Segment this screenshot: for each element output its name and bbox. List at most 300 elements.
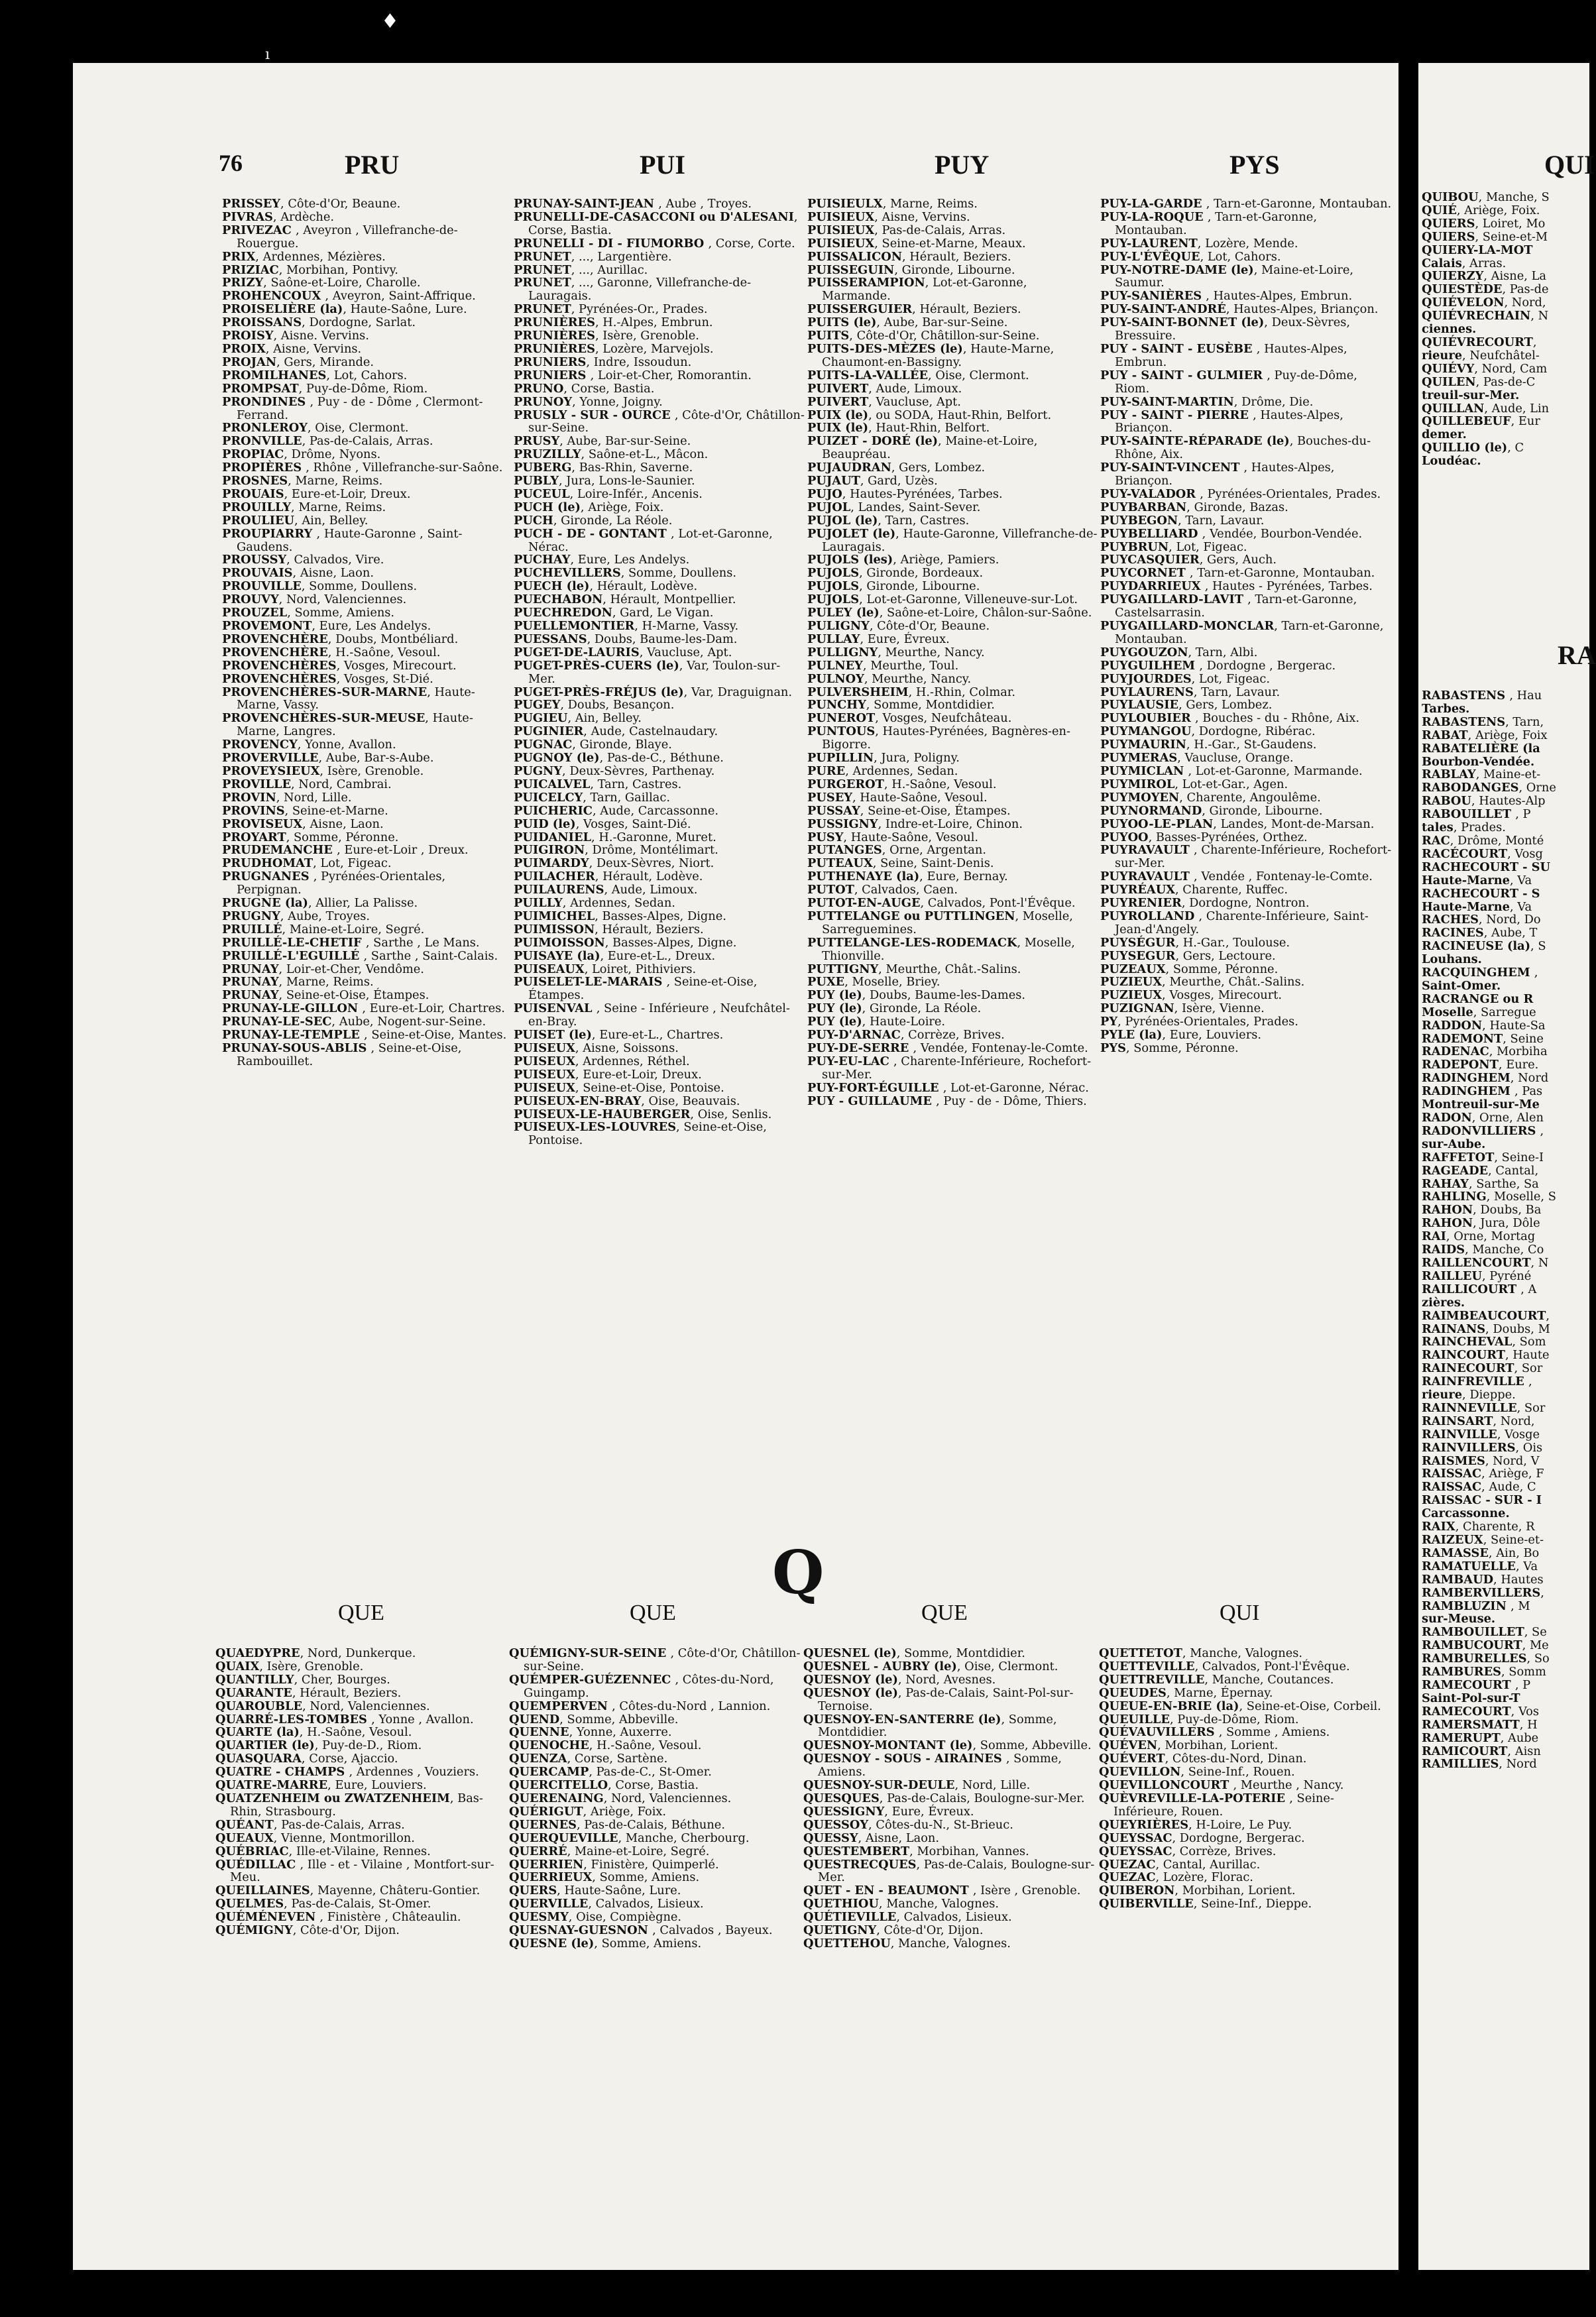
- gazetteer-entry: PROUILLY, Marne, Reims.: [222, 500, 386, 514]
- gazetteer-entry: treuil-sur-Mer.: [1422, 388, 1520, 402]
- gazetteer-entry: PROVENCHÈRE, H.-Saône, Vesoul.: [222, 645, 441, 659]
- gazetteer-entry: QUELMES, Pas-de-Calais, St-Omer.: [215, 1897, 431, 1911]
- gazetteer-entry: QUEYSSAC, Dordogne, Bergerac.: [1099, 1831, 1305, 1845]
- gazetteer-entry: PIVRAS, Ardèche.: [222, 209, 335, 224]
- gazetteer-entry: PROVILLE, Nord, Cambrai.: [222, 777, 392, 791]
- gazetteer-entry: PUGNAC, Gironde, Blaye.: [514, 738, 672, 752]
- gazetteer-entry: PUICALVEL, Tarn, Castres.: [514, 777, 682, 791]
- gazetteer-entry: PUJOL (le), Tarn, Castres.: [807, 513, 970, 528]
- gazetteer-entry: PUY-LAURENT, Lozère, Mende.: [1100, 236, 1298, 251]
- gazetteer-entry: PUTEAUX, Seine, Saint-Denis.: [807, 856, 994, 871]
- gazetteer-entry: RAISSAC, Ariège, F: [1422, 1467, 1544, 1481]
- gazetteer-entry: QUÈVREVILLE-LA-POTERIE , Seine-Inférieure, Rouen.: [1099, 1791, 1334, 1819]
- gazetteer-entry: PROPIAC, Drôme, Nyons.: [222, 447, 381, 462]
- gazetteer-entry: PUY-D'ARNAC, Corrèze, Brives.: [807, 1028, 1005, 1043]
- gazetteer-entry: PUSEY, Haute-Saône, Vesoul.: [807, 790, 988, 805]
- gazetteer-entry: PUYGOUZON, Tarn, Albi.: [1100, 645, 1258, 659]
- gazetteer-entry: PRUGNE (la), Allier, La Palisse.: [222, 896, 418, 911]
- gazetteer-entry: PROISY, Aisne. Vervins.: [222, 329, 369, 343]
- gazetteer-entry: PUY-L'ÉVÊQUE, Lot, Cahors.: [1100, 249, 1281, 264]
- gazetteer-entry: RAGEADE, Cantal,: [1422, 1163, 1539, 1178]
- gazetteer-entry: QUÉVEN, Morbihan, Lorient.: [1099, 1738, 1279, 1753]
- gazetteer-entry: PUYMOYEN, Charente, Angoulême.: [1100, 790, 1321, 805]
- gazetteer-entry: PUIX (le), Haut-Rhin, Belfort.: [807, 421, 990, 435]
- gazetteer-entry: QUEILLAINES, Mayenne, Châteru-Gontier.: [215, 1884, 481, 1898]
- gazetteer-entry: PUID (le), Vosges, Saint-Dié.: [514, 817, 691, 831]
- gazetteer-entry: QUEMPERVEN , Côtes-du-Nord , Lannion.: [509, 1699, 771, 1713]
- gazetteer-entry: PUNCHY, Somme, Montdidier.: [807, 698, 995, 712]
- gazetteer-entry: QUETTETOT, Manche, Valognes.: [1099, 1646, 1303, 1660]
- gazetteer-entry: RACINEUSE (la), S: [1422, 939, 1546, 954]
- gazetteer-entry: PROVEMONT, Eure, Les Andelys.: [222, 619, 431, 633]
- gazetteer-entry: QUERQUEVILLE, Manche, Cherbourg.: [509, 1831, 750, 1845]
- gazetteer-entry: PUISEUX, Eure-et-Loir, Dreux.: [514, 1067, 702, 1082]
- gazetteer-entry: QUILLIO (le), C: [1422, 441, 1524, 455]
- gazetteer-entry: QUESTEMBERT, Morbihan, Vannes.: [803, 1844, 1029, 1858]
- gazetteer-entry: PUZIGNAN, Isère, Vienne.: [1100, 1001, 1265, 1016]
- gazetteer-entry: PUYGAILLARD-LAVIT , Tarn-et-Garonne, Castelsarrasin.: [1100, 593, 1357, 620]
- gazetteer-entry: QUESNEL - AUBRY (le), Oise, Clermont.: [803, 1659, 1058, 1673]
- gazetteer-entry: QUESNEL (le), Somme, Montdidier.: [803, 1646, 1025, 1660]
- gazetteer-entry: PUYMERAS, Vaucluse, Orange.: [1100, 751, 1294, 765]
- gazetteer-entry: RAINCOURT, Haute: [1422, 1348, 1550, 1363]
- gazetteer-entry: PUY (le), Gironde, La Réole.: [807, 1001, 982, 1016]
- gazetteer-entry: PUISEUX, Ardennes, Réthel.: [514, 1054, 690, 1068]
- gazetteer-entry: PULLIGNY, Meurthe, Nancy.: [807, 645, 985, 659]
- gazetteer-entry: PRUILLÉ-L'EGUILLÉ , Sarthe , Saint-Calais.: [222, 948, 498, 963]
- gazetteer-entry: PUISSERGUIER, Hérault, Beziers.: [807, 302, 1021, 317]
- gazetteer-entry: QUIÉVY, Nord, Cam: [1422, 361, 1548, 376]
- gazetteer-entry: QUILEN, Pas-de-C: [1422, 374, 1536, 389]
- gazetteer-entry: PUYLAURENS, Tarn, Lavaur.: [1100, 685, 1281, 699]
- gazetteer-entry: PROUZEL, Somme, Amiens.: [222, 606, 395, 620]
- gazetteer-entry: PUIGIRON, Drôme, Montélimart.: [514, 843, 718, 858]
- gazetteer-entry: PUISELET-LE-MARAIS , Seine-et-Oise, Étampes.: [514, 975, 758, 1003]
- gazetteer-entry: QUATRE-MARRE, Eure, Louviers.: [215, 1778, 427, 1793]
- gazetteer-entry: PUGNOY (le), Pas-de-C., Béthune.: [514, 751, 724, 765]
- gazetteer-entry: QUILLEBEUF, Eur: [1422, 414, 1540, 429]
- gazetteer-entry: PUYJOURDES, Lot, Figeac.: [1100, 671, 1270, 686]
- gazetteer-entry: QUAIX, Isère, Grenoble.: [215, 1659, 364, 1673]
- gazetteer-entry: PUBLY, Jura, Lons-le-Saunier.: [514, 474, 695, 488]
- gazetteer-entry: QUÉVERT, Côtes-du-Nord, Dinan.: [1099, 1752, 1307, 1766]
- gazetteer-entry: QUIBOU, Manche, S: [1422, 190, 1550, 204]
- gazetteer-entry: PUISEUX-LES-LOUVRES, Seine-et-Oise, Pontoise.: [514, 1120, 767, 1148]
- gazetteer-entry: QUESNE (le), Somme, Amiens.: [509, 1936, 702, 1950]
- gazetteer-entry: QUARANTE, Hérault, Beziers.: [215, 1685, 402, 1700]
- gazetteer-entry: sur-Meuse.: [1422, 1612, 1496, 1626]
- gazetteer-entry: PUISIEUX, Pas-de-Calais, Arras.: [807, 223, 1006, 237]
- gazetteer-entry: RABLAY, Maine-et-: [1422, 767, 1541, 782]
- gazetteer-entry: zières.: [1422, 1295, 1465, 1310]
- gazetteer-entry: RAINCHEVAL, Som: [1422, 1335, 1546, 1349]
- gazetteer-entry: PUJOLS, Gironde, Libourne.: [807, 579, 980, 594]
- gazetteer-entry: PUY-LA-ROQUE , Tarn-et-Garonne, Montauban.: [1100, 209, 1317, 237]
- gazetteer-entry: PUISEUX-LE-HAUBERGER, Oise, Senlis.: [514, 1107, 772, 1121]
- entries-column: [215, 1647, 507, 2124]
- gazetteer-entry: PUY-LA-GARDE , Tarn-et-Garonne, Montauban.: [1100, 197, 1392, 211]
- gazetteer-entry: PRUZILLY, Saône-et-L., Mâcon.: [514, 447, 709, 462]
- gazetteer-entry: PULVERSHEIM, H.-Rhin, Colmar.: [807, 685, 1016, 699]
- gazetteer-entry: PUYMIROL, Lot-et-Gar., Agen.: [1100, 777, 1288, 791]
- gazetteer-entry: PULLAY, Eure, Évreux.: [807, 632, 950, 646]
- gazetteer-entry: QUARTE (la), H.-Saône, Vesoul.: [215, 1725, 412, 1740]
- gazetteer-entry: PUIMARDY, Deux-Sèvres, Niort.: [514, 856, 714, 871]
- gazetteer-entry: PUISAYE (la), Eure-et-L., Dreux.: [514, 948, 716, 963]
- gazetteer-entry: PUYMAURIN, H.-Gar., St-Gaudens.: [1100, 738, 1317, 752]
- gazetteer-entry: PRUNELLI-DE-CASACCONI ou D'ALESANI, Corse, Bastia.: [514, 209, 798, 237]
- gazetteer-entry: PRUNO, Corse, Bastia.: [514, 381, 655, 396]
- entries-column: [803, 1647, 1095, 2124]
- gazetteer-entry: RAMATUELLE, Va: [1422, 1559, 1538, 1573]
- gazetteer-entry: PRUSY, Aube, Bar-sur-Seine.: [514, 434, 691, 449]
- gazetteer-entry: RAMECOURT, Vos: [1422, 1704, 1539, 1719]
- gazetteer-entry: PUXE, Moselle, Briey.: [807, 975, 940, 989]
- gazetteer-entry: ciennes.: [1422, 322, 1477, 337]
- page-number: 76: [219, 150, 243, 176]
- gazetteer-entry: QUESNOY-MONTANT (le), Somme, Abbeville.: [803, 1738, 1092, 1753]
- gazetteer-entry: RADDON, Haute-Sa: [1422, 1018, 1546, 1033]
- gazetteer-entry: PUJO, Hautes-Pyrénées, Tarbes.: [807, 486, 1003, 501]
- gazetteer-entry: QUIERZY, Aisne, La: [1422, 269, 1546, 284]
- column-header: QUE: [630, 1601, 676, 1625]
- gazetteer-entry: RAMBOUILLET, Se: [1422, 1625, 1547, 1640]
- gazetteer-entry: PROVENCHÈRE, Doubs, Montbéliard.: [222, 632, 459, 646]
- gazetteer-entry: QUEVILLON, Seine-Inf., Rouen.: [1099, 1765, 1295, 1780]
- gazetteer-entry: PUYOO, Basses-Pyrénées, Orthez.: [1100, 830, 1308, 844]
- gazetteer-entry: RAINECOURT, Sor: [1422, 1361, 1543, 1376]
- gazetteer-entry: PRUSLY - SUR - OURCE , Côte-d'Or, Châtillon-sur-Seine.: [514, 408, 805, 435]
- gazetteer-entry: PRUILLÉ, Maine-et-Loire, Segré.: [222, 922, 425, 936]
- gazetteer-entry: RAHON, Jura, Dôle: [1422, 1216, 1540, 1231]
- gazetteer-entry: PRUDEMANCHE , Eure-et-Loir , Dreux.: [222, 843, 469, 858]
- gazetteer-entry: PUY-EU-LAC , Charente-Inférieure, Rochefort-sur-Mer.: [807, 1054, 1092, 1082]
- header-word: PYS: [1229, 150, 1280, 180]
- gazetteer-entry: QUEAUX, Vienne, Montmorillon.: [215, 1831, 415, 1845]
- gazetteer-entry: RAMECOURT , P: [1422, 1677, 1531, 1692]
- gazetteer-entry: QUÉANT, Pas-de-Calais, Arras.: [215, 1817, 405, 1832]
- gazetteer-entry: PUITS (le), Aube, Bar-sur-Seine.: [807, 315, 1008, 330]
- gazetteer-entry: rieure, Dieppe.: [1422, 1388, 1516, 1402]
- gazetteer-entry: QUESNOY-EN-SANTERRE (le), Somme, Montdidier.: [803, 1712, 1057, 1740]
- gazetteer-entry: QUARRÉ-LES-TOMBES , Yonne , Avallon.: [215, 1712, 474, 1726]
- gazetteer-entry: PUY (le), Haute-Loire.: [807, 1015, 946, 1029]
- gazetteer-entry: PUYSEGUR, Gers, Lectoure.: [1100, 948, 1276, 963]
- gazetteer-entry: QUIÉVELON, Nord,: [1422, 296, 1546, 310]
- gazetteer-entry: RAIDS, Manche, Co: [1422, 1243, 1544, 1257]
- gazetteer-entry: RAHON, Doubs, Ba: [1422, 1203, 1542, 1217]
- gazetteer-entry: PUGET-PRÈS-FRÉJUS (le), Var, Draguignan.: [514, 685, 793, 699]
- gazetteer-entry: PRUNAY, Seine-et-Oise, Étampes.: [222, 988, 429, 1003]
- gazetteer-entry: QUENNE, Yonne, Auxerre.: [509, 1725, 672, 1740]
- gazetteer-entry: QUESNOY (le), Nord, Avesnes.: [803, 1672, 996, 1687]
- gazetteer-entry: PUISEAUX, Loiret, Pithiviers.: [514, 962, 697, 976]
- gazetteer-entry: PROSNES, Marne, Reims.: [222, 474, 383, 488]
- gazetteer-entry: PUISSERAMPION, Lot-et-Garonne, Marmande.: [807, 276, 1027, 304]
- gazetteer-entry: PY, Pyrénées-Orientales, Prades.: [1100, 1015, 1298, 1029]
- gazetteer-entry: PUY-SANIÈRES , Hautes-Alpes, Embrun.: [1100, 289, 1353, 304]
- gazetteer-entry: RAINVILLE, Vosge: [1422, 1427, 1540, 1441]
- gazetteer-entry: QUESNOY - SOUS - AIRAINES , Somme, Amiens.: [803, 1752, 1062, 1780]
- gazetteer-entry: QUETIGNY, Côte-d'Or, Dijon.: [803, 1923, 984, 1938]
- gazetteer-entry: PUYGUILHEM , Dordogne , Bergerac.: [1100, 658, 1336, 673]
- gazetteer-entry: PUY-DE-SERRE , Vendée, Fontenay-le-Comte.: [807, 1041, 1088, 1055]
- gazetteer-entry: RABODANGES, Orne: [1422, 781, 1556, 795]
- gazetteer-entry: QUESSY, Aisne, Laon.: [803, 1831, 940, 1845]
- gazetteer-entry: RAIX, Charente, R: [1422, 1520, 1535, 1534]
- gazetteer-entry: QUÉRIGUT, Ariège, Foix.: [509, 1804, 667, 1819]
- gazetteer-entry: PUNTOUS, Hautes-Pyrénées, Bagnères-en-Bigorre.: [807, 724, 1070, 752]
- entries-column: [1099, 1647, 1391, 2124]
- gazetteer-entry: RAMBUCOURT, Me: [1422, 1638, 1549, 1653]
- gazetteer-entry: PUIVERT, Vaucluse, Apt.: [807, 394, 961, 409]
- gazetteer-entry: PRUNELLI - DI - FIUMORBO , Corse, Corte.: [514, 236, 795, 251]
- gazetteer-entry: RABASTENS , Hau: [1422, 689, 1542, 703]
- gazetteer-entry: PULEY (le), Saône-et-Loire, Châlon-sur-Saône.: [807, 606, 1092, 620]
- gazetteer-entry: RAMBURELLES, So: [1422, 1652, 1550, 1666]
- gazetteer-entry: Saint-Omer.: [1422, 978, 1501, 993]
- gazetteer-entry: RAMILLIES, Nord: [1422, 1757, 1537, 1772]
- gazetteer-entry: QUEND, Somme, Abbeville.: [509, 1712, 679, 1726]
- gazetteer-entry: PRIZIAC, Morbihan, Pontivy.: [222, 262, 398, 277]
- gazetteer-entry: PUISENVAL , Seine - Inférieure , Neufchâtel-en-Bray.: [514, 1001, 790, 1029]
- gazetteer-entry: QUETTREVILLE, Manche, Coutances.: [1099, 1672, 1334, 1687]
- gazetteer-entry: PRUNAY-LE-GILLON , Eure-et-Loir, Chartres.: [222, 1001, 505, 1016]
- gazetteer-entry: RAC, Drôme, Monté: [1422, 833, 1544, 848]
- gazetteer-entry: RADEMONT, Seine: [1422, 1031, 1544, 1046]
- gazetteer-entry: PUGET-PRÈS-CUERS (le), Var, Toulon-sur-Mer.: [514, 658, 781, 686]
- gazetteer-entry: PUIDANIEL, H.-Garonne, Muret.: [514, 830, 716, 844]
- gazetteer-entry: PUECHABON, Hérault, Montpellier.: [514, 593, 736, 607]
- gazetteer-entry: PUJAUDRAN, Gers, Lombez.: [807, 461, 986, 475]
- gazetteer-entry: PRUNET, Pyrénées-Or., Prades.: [514, 302, 708, 317]
- gazetteer-entry: PROUVAIS, Aisne, Laon.: [222, 566, 374, 581]
- gazetteer-entry: PUTOT-EN-AUGE, Calvados, Pont-l'Évêque.: [807, 896, 1076, 911]
- gazetteer-entry: RABATELIÈRE (la: [1422, 741, 1540, 756]
- gazetteer-entry: PRUILLÉ-LE-CHETIF , Sarthe , Le Mans.: [222, 935, 480, 950]
- gazetteer-entry: PUYRENIER, Dordogne, Nontron.: [1100, 896, 1310, 911]
- gazetteer-entry: PUIZET - DORÉ (le), Maine-et-Loire, Beaupréau.: [807, 434, 1038, 462]
- gazetteer-entry: QUEZAC, Cantal, Aurillac.: [1099, 1857, 1261, 1872]
- gazetteer-entry: PUIMICHEL, Basses-Alpes, Digne.: [514, 909, 726, 923]
- gazetteer-entry: PUCHAY, Eure, Les Andelys.: [514, 553, 690, 567]
- gazetteer-entry: PUILAURENS, Aude, Limoux.: [514, 883, 698, 897]
- gazetteer-entry: PUTTELANGE ou PUTTLINGEN, Moselle, Sarreguemines.: [807, 909, 1073, 936]
- gazetteer-entry: PUCH, Gironde, La Réole.: [514, 513, 673, 528]
- gazetteer-entry: QUÉMIGNY-SUR-SEINE , Côte-d'Or, Châtillon-sur-Seine.: [509, 1646, 801, 1673]
- gazetteer-entry: PRISSEY, Côte-d'Or, Beaune.: [222, 197, 401, 211]
- gazetteer-entry: QUESNOY (le), Pas-de-Calais, Saint-Pol-sur-Ternoise.: [803, 1685, 1074, 1713]
- gazetteer-entry: Carcassonne.: [1422, 1506, 1510, 1521]
- gazetteer-entry: RAMBERVILLERS,: [1422, 1585, 1544, 1600]
- adjacent-page-column: [1422, 191, 1589, 562]
- gazetteer-entry: PRIX, Ardennes, Mézières.: [222, 249, 386, 264]
- gazetteer-entry: PUBERG, Bas-Rhin, Saverne.: [514, 461, 693, 475]
- gazetteer-entry: PUYBEGON, Tarn, Lavaur.: [1100, 513, 1265, 528]
- gazetteer-entry: PRUNIÈRES, Isère, Grenoble.: [514, 329, 699, 343]
- gazetteer-entry: PRUNAY-LE-TEMPLE , Seine-et-Oise, Mantes.: [222, 1028, 507, 1043]
- gazetteer-entry: QUERRIEN, Finistère, Quimperlé.: [509, 1857, 719, 1872]
- gazetteer-entry: PRUNIERS, Indre, Issoudun.: [514, 355, 692, 369]
- gazetteer-entry: QUESNOY-SUR-DEULE, Nord, Lille.: [803, 1778, 1031, 1793]
- column-header: QUE: [921, 1601, 968, 1625]
- gazetteer-entry: PUYLAUSIE, Gers, Lombez.: [1100, 698, 1273, 712]
- gazetteer-entry: PUJOLS (les), Ariège, Pamiers.: [807, 553, 999, 567]
- gazetteer-entry: QUÉBRIAC, Ille-et-Vilaine, Rennes.: [215, 1844, 431, 1858]
- scan-mark: ♦: [381, 10, 399, 33]
- gazetteer-entry: demer.: [1422, 427, 1467, 442]
- gazetteer-entry: PUY-SAINT-VINCENT , Hautes-Alpes, Briançon.: [1100, 461, 1335, 488]
- gazetteer-entry: PUPILLIN, Jura, Poligny.: [807, 751, 960, 765]
- gazetteer-entry: RADONVILLIERS ,: [1422, 1123, 1544, 1138]
- column-header: QUE: [338, 1601, 384, 1625]
- gazetteer-entry: QUAEDYPRE, Nord, Dunkerque.: [215, 1646, 416, 1660]
- gazetteer-entry: PUY - SAINT - GULMIER , Puy-de-Dôme, Riom.: [1100, 368, 1357, 396]
- gazetteer-entry: RACINES, Aube, T: [1422, 926, 1538, 940]
- gazetteer-entry: RACHECOURT - S: [1422, 886, 1540, 901]
- entries-column: [807, 198, 1099, 1497]
- gazetteer-entry: PUIMOISSON, Basses-Alpes, Digne.: [514, 935, 737, 950]
- gazetteer-entry: QUETHIOU, Manche, Valognes.: [803, 1897, 999, 1911]
- gazetteer-entry: Bourbon-Vendée.: [1422, 754, 1535, 769]
- gazetteer-entry: PUY (le), Doubs, Baume-les-Dames.: [807, 988, 1026, 1003]
- gazetteer-entry: PUISIEULX, Marne, Reims.: [807, 197, 978, 211]
- gazetteer-entry: QUIESTÈDE, Pas-de: [1422, 282, 1549, 297]
- gazetteer-entry: RAMERUPT, Aube: [1422, 1730, 1539, 1745]
- gazetteer-entry: PUCH - DE - GONTANT , Lot-et-Garonne, Nérac.: [514, 526, 773, 554]
- gazetteer-entry: PROHENCOUX , Aveyron, Saint-Affrique.: [222, 289, 476, 304]
- gazetteer-entry: PUCEUL, Loire-Infér., Ancenis.: [514, 486, 703, 501]
- gazetteer-entry: QUESTRECQUES, Pas-de-Calais, Boulogne-sur-Mer.: [803, 1857, 1095, 1885]
- gazetteer-entry: PROVENCHÈRES, Vosges, St-Dié.: [222, 671, 433, 686]
- gazetteer-entry: PRUNAY, Loir-et-Cher, Vendôme.: [222, 962, 424, 976]
- gazetteer-entry: RABOU, Hautes-Alp: [1422, 794, 1546, 809]
- gazetteer-entry: PRONLEROY, Oise, Clermont.: [222, 421, 409, 435]
- gazetteer-entry: RAINFREVILLE ,: [1422, 1375, 1532, 1389]
- gazetteer-entry: QUARTIER (le), Puy-de-D., Riom.: [215, 1738, 422, 1753]
- gazetteer-entry: PUICHERIC, Aude, Carcassonne.: [514, 803, 719, 818]
- gazetteer-entry: Moselle, Sarregue: [1422, 1005, 1536, 1019]
- gazetteer-entry: PROISELIÈRE (la), Haute-Saône, Lure.: [222, 302, 467, 317]
- gazetteer-entry: RAHAY, Sarthe, Sa: [1422, 1176, 1539, 1191]
- gazetteer-entry: RAISSAC - SUR - I: [1422, 1493, 1542, 1508]
- gazetteer-entry: QUIÉVRECOURT,: [1422, 335, 1537, 349]
- gazetteer-entry: PUISET (le), Eure-et-L., Chartres.: [514, 1028, 724, 1043]
- gazetteer-entry: RACHES, Nord, Do: [1422, 913, 1541, 927]
- gazetteer-entry: RAINSART, Nord,: [1422, 1414, 1535, 1428]
- entries-column: [1100, 198, 1392, 1497]
- gazetteer-entry: PUISSALICON, Hérault, Beziers.: [807, 249, 1011, 264]
- gazetteer-entry: PULIGNY, Côte-d'Or, Beaune.: [807, 619, 990, 633]
- gazetteer-entry: PRUNAY-SAINT-JEAN , Aube , Troyes.: [514, 197, 752, 211]
- gazetteer-entry: PUY-SAINT-ANDRÉ, Hautes-Alpes, Briançon.: [1100, 302, 1379, 317]
- gazetteer-entry: RADEPONT, Eure.: [1422, 1058, 1539, 1072]
- gazetteer-entry: QUÉTIEVILLE, Calvados, Lisieux.: [803, 1910, 1012, 1925]
- gazetteer-entry: PROMPSAT, Puy-de-Dôme, Riom.: [222, 381, 428, 396]
- gazetteer-entry: PUYCORNET , Tarn-et-Garonne, Montauban.: [1100, 566, 1375, 581]
- gazetteer-entry: PUGIEU, Ain, Belley.: [514, 711, 642, 726]
- gazetteer-entry: PUILACHER, Hérault, Lodève.: [514, 870, 703, 884]
- gazetteer-entry: PUILLY, Ardennes, Sedan.: [514, 896, 675, 911]
- gazetteer-entry: Saint-Pol-sur-T: [1422, 1691, 1520, 1705]
- gazetteer-entry: PUITS, Côte-d'Or, Châtillon-sur-Seine.: [807, 329, 1040, 343]
- gazetteer-entry: PRUNET, ..., Garonne, Villefranche-de-Lauragais.: [514, 276, 752, 304]
- gazetteer-entry: PROVISEUX, Aisne, Laon.: [222, 817, 384, 831]
- gazetteer-entry: QUESSIGNY, Eure, Évreux.: [803, 1804, 974, 1819]
- gazetteer-entry: PUGEY, Doubs, Besançon.: [514, 698, 675, 712]
- gazetteer-entry: PRUNIÈRES, H.-Alpes, Embrun.: [514, 315, 713, 330]
- gazetteer-entry: QUERRÉ, Maine-et-Loire, Segré.: [509, 1844, 710, 1858]
- gazetteer-entry: QUESMY, Oise, Compiègne.: [509, 1910, 682, 1925]
- gazetteer-entry: PRUNIÈRES, Lozère, Marvejols.: [514, 341, 714, 356]
- gazetteer-entry: RAI, Orne, Mortag: [1422, 1229, 1536, 1244]
- gazetteer-entry: RADINGHEM, Nord: [1422, 1071, 1549, 1086]
- gazetteer-entry: PUIX (le), ou SODA, Haut-Rhin, Belfort.: [807, 408, 1052, 422]
- gazetteer-entry: RABASTENS, Tarn,: [1422, 714, 1544, 729]
- gazetteer-entry: PROISSANS, Dordogne, Sarlat.: [222, 315, 416, 330]
- gazetteer-entry: QUATZENHEIM ou ZWATZENHEIM, Bas-Rhin, Strasbourg.: [215, 1791, 483, 1819]
- gazetteer-entry: PUY-SAINT-MARTIN, Drôme, Die.: [1100, 394, 1314, 409]
- gazetteer-entry: QUÉVAUVILLERS , Somme , Amiens.: [1099, 1725, 1330, 1740]
- gazetteer-entry: PUY - SAINT - EUSÈBE , Hautes-Alpes, Embrun.: [1100, 341, 1347, 369]
- gazetteer-entry: PUTHENAYE (la), Eure, Bernay.: [807, 870, 1008, 884]
- gazetteer-entry: RACHECOURT - SU: [1422, 860, 1551, 874]
- gazetteer-entry: PROVINS, Seine-et-Marne.: [222, 803, 388, 818]
- gazetteer-entry: QUIBERVILLE, Seine-Inf., Dieppe.: [1099, 1897, 1312, 1911]
- gazetteer-entry: PROVENCHÈRES-SUR-MARNE, Haute-Marne, Vassy.: [222, 685, 475, 712]
- gazetteer-entry: PROUSSY, Calvados, Vire.: [222, 553, 384, 567]
- gazetteer-entry: QUEYRIÈRES, H-Loire, Le Puy.: [1099, 1817, 1292, 1832]
- gazetteer-entry: PROUAIS, Eure-et-Loir, Dreux.: [222, 486, 411, 501]
- gazetteer-entry: RADENAC, Morbiha: [1422, 1045, 1548, 1059]
- gazetteer-entry: PURE, Ardennes, Sedan.: [807, 763, 958, 778]
- gazetteer-entry: Tarbes.: [1422, 701, 1470, 716]
- gazetteer-entry: PUYOO-LE-PLAN, Landes, Mont-de-Marsan.: [1100, 817, 1375, 831]
- gazetteer-entry: QUEVILLONCOURT , Meurthe , Nancy.: [1099, 1778, 1344, 1793]
- gazetteer-entry: PRUGNANES , Pyrénées-Orientales, Perpignan.: [222, 870, 446, 897]
- gazetteer-entry: PUISIEUX, Seine-et-Marne, Meaux.: [807, 236, 1026, 251]
- gazetteer-entry: RAHLING, Moselle, S: [1422, 1190, 1556, 1204]
- gazetteer-entry: QUETTEHOU, Manche, Valognes.: [803, 1936, 1011, 1950]
- gazetteer-entry: PUISEUX, Aisne, Soissons.: [514, 1041, 679, 1055]
- gazetteer-entry: PROUVY, Nord, Valenciennes.: [222, 593, 407, 607]
- gazetteer-entry: Haute-Marne, Va: [1422, 873, 1532, 887]
- gazetteer-entry: PROULIEU, Ain, Belley.: [222, 513, 369, 528]
- gazetteer-entry: PROJAN, Gers, Mirande.: [222, 355, 374, 369]
- gazetteer-entry: QUÉDILLAC , Ille - et - Vilaine , Montfort-sur-Meu.: [215, 1857, 494, 1885]
- gazetteer-entry: PRUDHOMAT, Lot, Figeac.: [222, 856, 392, 871]
- entries-column: [222, 198, 514, 1497]
- gazetteer-entry: PUJAUT, Gard, Uzès.: [807, 474, 938, 488]
- gazetteer-entry: PUY-VALADOR , Pyrénées-Orientales, Prades.: [1100, 486, 1381, 501]
- gazetteer-entry: QUAROUBLE, Nord, Valenciennes.: [215, 1699, 430, 1713]
- gazetteer-entry: RAIZEUX, Seine-et-: [1422, 1533, 1544, 1547]
- gazetteer-entry: PRUNET, ..., Largentière.: [514, 249, 672, 264]
- gazetteer-entry: PRUNIERS , Loir-et-Cher, Romorantin.: [514, 368, 752, 382]
- gazetteer-entry: PUCH (le), Ariège, Foix.: [514, 500, 664, 514]
- gazetteer-entry: QUESNAY-GUESNON , Calvados , Bayeux.: [509, 1923, 773, 1938]
- gazetteer-entry: PUYLOUBIER , Bouches - du - Rhône, Aix.: [1100, 711, 1360, 726]
- gazetteer-entry: PUGET-DE-LAURIS, Vaucluse, Apt.: [514, 645, 732, 659]
- header-word: PRU: [345, 150, 400, 180]
- gazetteer-entry: PUECHREDON, Gard, Le Vigan.: [514, 606, 714, 620]
- gazetteer-entry: PROVERVILLE, Aube, Bar-s-Aube.: [222, 751, 434, 765]
- gazetteer-entry: PRUGNY, Aube, Troyes.: [222, 909, 370, 923]
- gazetteer-entry: PUYCASQUIER, Gers, Auch.: [1100, 553, 1277, 567]
- gazetteer-entry: RAILLICOURT , A: [1422, 1282, 1537, 1296]
- gazetteer-entry: PUISSEGUIN, Gironde, Libourne.: [807, 262, 1015, 277]
- gazetteer-entry: RAFFETOT, Seine-I: [1422, 1150, 1544, 1164]
